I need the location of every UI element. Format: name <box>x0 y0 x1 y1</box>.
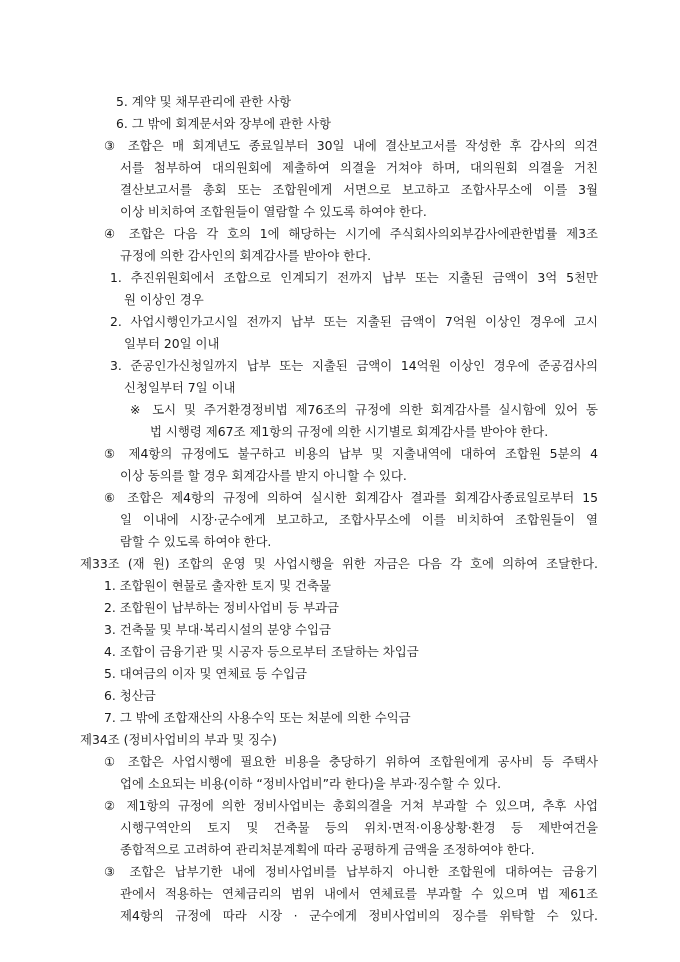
text-line: 관에서 적용하는 연체금리의 범위 내에서 연체료를 부과할 수 있으며 법 제61조 <box>120 886 598 901</box>
text-line: 1. 추진위원회에서 조합으로 인계되기 전까지 납부 또는 지출된 금액이 3억 5천만 <box>110 270 598 285</box>
text-line: ※ 도시 및 주거환경정비법 제76조의 규정에 의한 회계감사를 실시함에 있어 동 <box>130 402 598 417</box>
text-line: ③ 조합은 매 회계년도 종료일부터 30일 내에 결산보고서를 작성한 후 감사의 의견 <box>104 138 598 153</box>
text-line: 7. 그 밖에 조합재산의 사용수익 또는 처분에 의한 수익금 <box>104 710 411 725</box>
text-line: 5. 대여금의 이자 및 연체료 등 수입금 <box>104 666 308 681</box>
text-line: 4. 조합이 금융기관 및 시공자 등으로부터 조달하는 차입금 <box>104 644 419 659</box>
text-line: 제33조 (재 원) 조합의 운영 및 사업시행을 위한 자금은 다음 각 호에 의하여 조달한다. <box>80 556 598 571</box>
text-line: ⑥ 조합은 제4항의 규정에 의하여 실시한 회계감사 결과를 회계감사종료일로부터 15 <box>104 490 598 505</box>
text-line: 제4항의 규정에 따라 시장 · 군수에게 정비사업비의 징수를 위탁할 수 있다. <box>120 908 598 923</box>
text-line: 6. 그 밖에 회계문서와 장부에 관한 사항 <box>116 116 331 131</box>
text-line: 법 시행령 제67조 제1항의 규정에 의한 시기별로 회계감사를 받아야 한다. <box>150 424 549 439</box>
text-line: 2. 조합원이 납부하는 정비사업비 등 부과금 <box>104 600 339 615</box>
text-line: 서를 첨부하여 대의원회에 제출하여 의결을 거쳐야 하며, 대의원회 의결을 거친 <box>120 160 598 175</box>
text-line: 6. 청산금 <box>104 688 156 703</box>
text-line: ① 조합은 사업시행에 필요한 비용을 충당하기 위하여 조합원에게 공사비 등 주택사 <box>104 754 598 769</box>
text-line: 제34조 (정비사업비의 부과 및 징수) <box>80 732 277 747</box>
text-line: 업에 소요되는 비용(이하 “정비사업비”라 한다)을 부과·징수할 수 있다. <box>120 776 502 791</box>
text-line: 3. 건축물 및 부대·복리시설의 분양 수입금 <box>104 622 331 637</box>
text-line: 3. 준공인가신청일까지 납부 또는 지출된 금액이 14억원 이상인 경우에 준공검사의 <box>110 358 598 373</box>
text-line: 결산보고서를 총회 또는 조합원에게 서면으로 보고하고 조합사무소에 이를 3월 <box>120 182 598 197</box>
text-line: 원 이상인 경우 <box>124 292 204 307</box>
text-line: 1. 조합원이 현물로 출자한 토지 및 건축물 <box>104 578 331 593</box>
text-line: 규정에 의한 감사인의 회계감사를 받아야 한다. <box>120 248 372 263</box>
text-line: 일 이내에 시장·군수에게 보고하고, 조합사무소에 이를 비치하여 조합원들이 열 <box>120 512 598 527</box>
text-line: 신청일부터 7일 이내 <box>124 380 236 395</box>
text-line: ② 제1항의 규정에 의한 정비사업비는 총회의결을 거쳐 부과할 수 있으며, 추후 사업 <box>104 798 598 813</box>
text-line: 이상 동의를 할 경우 회계감사를 받지 아니할 수 있다. <box>120 468 407 483</box>
text-line: 이상 비치하여 조합원들이 열람할 수 있도록 하여야 한다. <box>120 204 427 219</box>
text-line: 종합적으로 고려하여 관리처분계획에 따라 공평하게 금액을 조정하여야 한다. <box>120 842 535 857</box>
text-line: ③ 조합은 납부기한 내에 정비사업비를 납부하지 아니한 조합원에 대하여는 금융기 <box>104 864 598 879</box>
text-line: 2. 사업시행인가고시일 전까지 납부 또는 지출된 금액이 7억원 이상인 경우에 고시 <box>110 314 598 329</box>
text-line: ⑤ 제4항의 규정에도 불구하고 비용의 납부 및 지출내역에 대하여 조합원 5분의 4 <box>104 446 598 461</box>
text-line: ④ 조합은 다음 각 호의 1에 해당하는 시기에 주식회사의외부감사에관한법률 제3조 <box>104 226 598 241</box>
text-line: 5. 계약 및 채무관리에 관한 사항 <box>116 94 292 109</box>
text-line: 일부터 20일 이내 <box>124 336 220 351</box>
text-line: 람할 수 있도록 하여야 한다. <box>120 534 272 549</box>
text-line: 시행구역안의 토지 및 건축물 등의 위치·면적·이용상황·환경 등 제반여건을 <box>120 820 598 835</box>
